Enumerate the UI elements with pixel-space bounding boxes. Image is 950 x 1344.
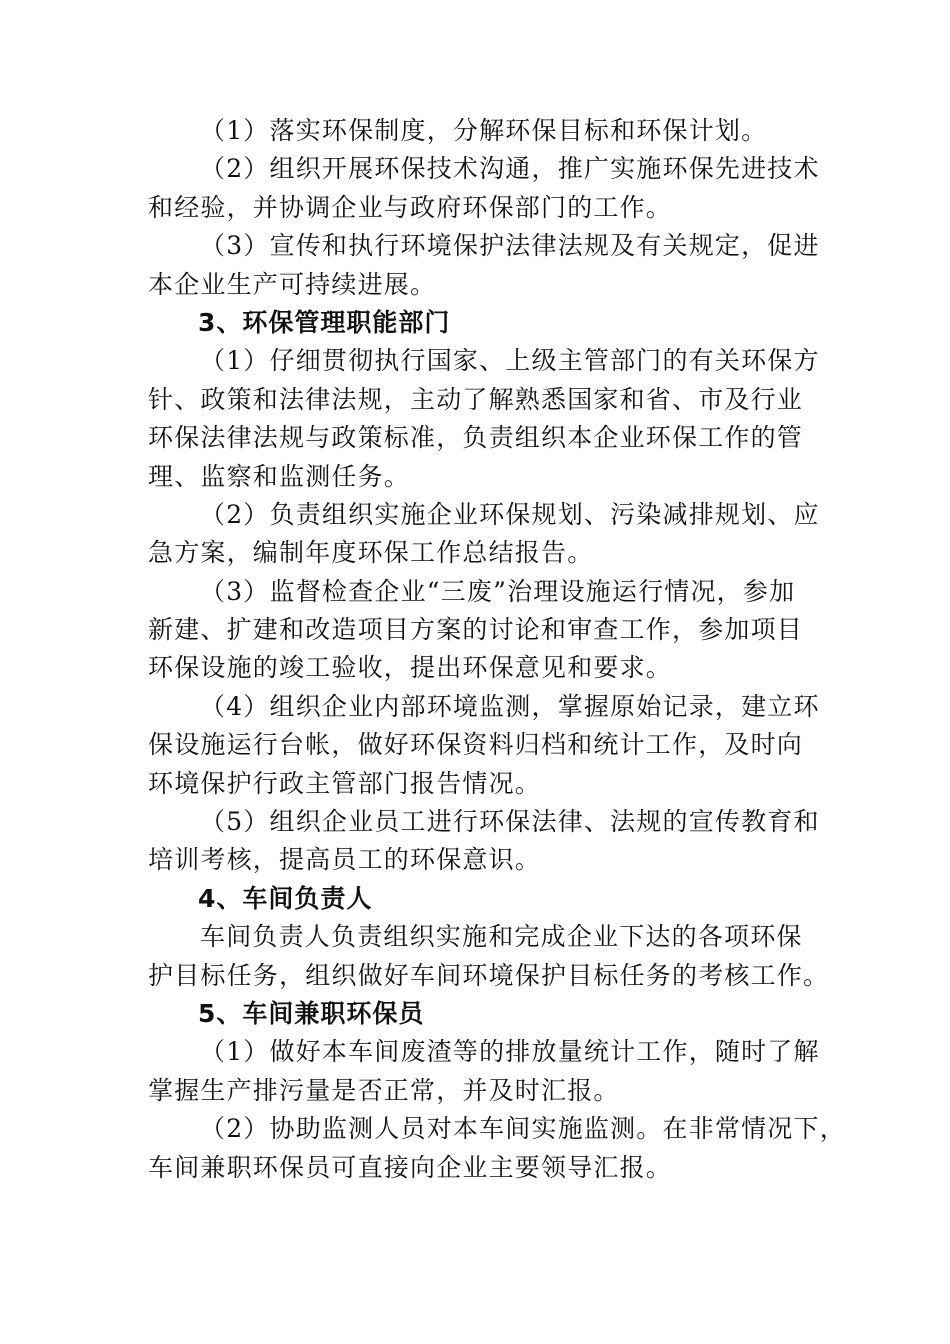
paragraph-line: 掌握生产排污量是否正常，并及时汇报。 [148,1075,620,1105]
paragraph-line: 环保法律法规与政策标准，负责组织本企业环保工作的管 [148,423,804,453]
paragraph [148,1110,846,1187]
paragraph [148,1033,820,1110]
paragraph-line: 环保设施的竣工验收，提出环保意见和要求。 [148,653,673,683]
paragraph-line: 急方案，编制年度环保工作总结报告。 [148,538,594,568]
paragraph [148,227,820,304]
paragraph [148,342,820,496]
paragraph-line: （2）负责组织实施企业环保规划、污染减排规划、应 [200,499,820,529]
paragraph-line: （1）做好本车间废渣等的排放量统计工作，随时了解 [200,1037,820,1067]
paragraph [148,150,820,227]
paragraph [148,112,800,150]
paragraph-line: （1）仔细贯彻执行国家、上级主管部门的有关环保方 [200,346,820,376]
paragraph-line: 车间负责人负责组织实施和完成企业下达的各项环保 [200,922,803,952]
paragraph-line: 和经验，并协调企业与政府环保部门的工作。 [148,192,673,222]
section-heading: 4、车间负责人 [198,883,373,913]
paragraph [148,803,820,880]
paragraph-line: （3）宣传和执行环境保护法律法规及有关规定，促进 [200,231,820,261]
paragraph-line: 本企业生产可持续进展。 [148,269,437,299]
paragraph-line: 新建、扩建和改造项目方案的讨论和审查工作，参加项目 [148,615,804,645]
paragraph-line: 培训考核，提高员工的环保意识。 [148,845,542,875]
paragraph [148,688,820,803]
paragraph-line: 理、监察和监测任务。 [148,461,411,491]
paragraph-line: （3）监督检查企业“三废”治理设施运行情况，参加 [200,576,796,606]
paragraph-line: 针、政策和法律法规，主动了解熟悉国家和省、市及行业 [148,384,804,414]
paragraph-line: 车间兼职环保员可直接向企业主要领导汇报。 [148,1152,673,1182]
paragraph-line: （2）协助监测人员对本车间实施监测。在非常情况下， [200,1114,846,1144]
paragraph-line: 环境保护行政主管部门报告情况。 [148,768,542,798]
paragraph [148,918,830,995]
paragraph-line: （2）组织开展环保技术沟通，推广实施环保先进技术 [200,154,820,184]
paragraph [148,573,804,688]
section-heading: 5、车间兼职环保员 [198,998,425,1028]
paragraph-line: （5）组织企业员工进行环保法律、法规的宣传教育和 [200,807,820,837]
paragraph-line: 保设施运行台帐，做好环保资料归档和统计工作，及时向 [148,730,804,760]
paragraph-line: （1）落实环保制度，分解环保目标和环保计划。 [200,116,768,145]
paragraph [148,496,820,573]
paragraph-line: （4）组织企业内部环境监测，掌握原始记录，建立环 [200,691,820,721]
section-heading: 3、环保管理职能部门 [198,307,451,337]
paragraph-line: 护目标任务，组织做好车间环境保护目标任务的考核工作。 [148,960,830,990]
